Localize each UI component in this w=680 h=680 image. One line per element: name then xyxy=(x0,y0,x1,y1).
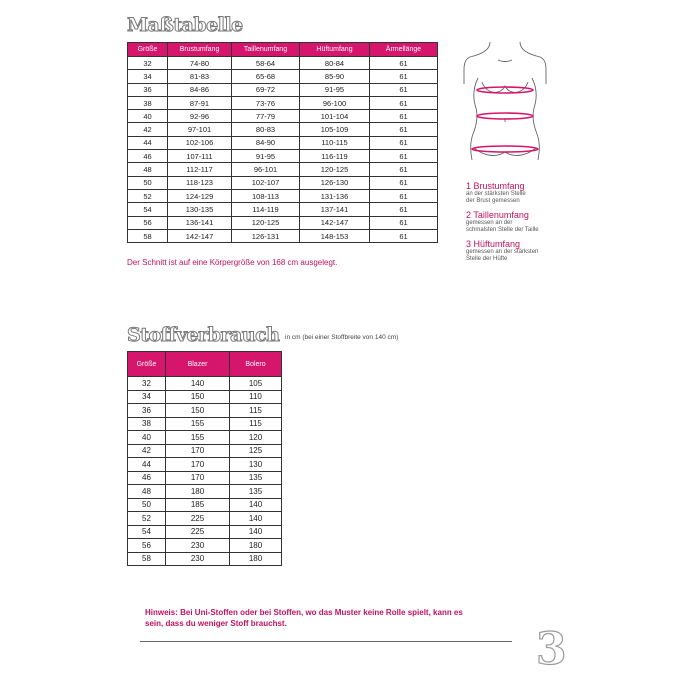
size-table-row xyxy=(128,150,438,163)
size-table-row xyxy=(128,96,438,109)
size-table-title: Maßtabelle xyxy=(127,14,243,36)
size-table-row xyxy=(128,176,438,189)
fabric-table-row xyxy=(128,377,282,391)
size-table-cell: 105-109 xyxy=(300,123,370,136)
fabric-table-cell: 140 xyxy=(166,377,230,391)
size-table-row xyxy=(128,83,438,96)
size-table-cell: 84-90 xyxy=(232,136,300,149)
fabric-table-cell: 150 xyxy=(166,404,230,418)
fabric-table-cell: 225 xyxy=(166,512,230,526)
fabric-table-cell: 54 xyxy=(128,525,166,539)
size-table-cell: 81-83 xyxy=(168,70,232,83)
size-table-cell: 136-141 xyxy=(168,216,232,229)
size-table xyxy=(127,42,438,243)
size-table-cell: 61 xyxy=(370,83,438,96)
legend-item-waist: 2 Taillenumfang gemessen an der schmalsten Stelle der Taille xyxy=(466,210,539,233)
size-table-cell: 61 xyxy=(370,176,438,189)
size-table-cell: 96-100 xyxy=(300,96,370,109)
size-table-cell: 114-119 xyxy=(232,203,300,216)
size-table-row xyxy=(128,110,438,123)
size-table-cell: 91-95 xyxy=(300,83,370,96)
size-table-cell: 110-115 xyxy=(300,136,370,149)
size-table-cell: 61 xyxy=(370,70,438,83)
size-table-cell: 48 xyxy=(128,163,168,176)
fabric-table-cell: 170 xyxy=(166,471,230,485)
size-table-cell: 137-141 xyxy=(300,203,370,216)
size-table-cell: 44 xyxy=(128,136,168,149)
size-table-cell: 92-96 xyxy=(168,110,232,123)
fabric-table-cell: 230 xyxy=(166,539,230,553)
fabric-table-cell: 42 xyxy=(128,444,166,458)
fabric-table-header-row xyxy=(128,352,282,377)
size-table-cell: 112-117 xyxy=(168,163,232,176)
size-table-cell: 124-129 xyxy=(168,189,232,202)
fabric-table-cell: 32 xyxy=(128,377,166,391)
size-table-cell: 42 xyxy=(128,123,168,136)
fabric-table-cell: 46 xyxy=(128,471,166,485)
size-table-row xyxy=(128,189,438,202)
fabric-table-cell: 180 xyxy=(230,552,282,566)
size-table-cell: 77-79 xyxy=(232,110,300,123)
size-table-cell: 118-123 xyxy=(168,176,232,189)
fabric-table-cell: 38 xyxy=(128,417,166,431)
size-table-row xyxy=(128,216,438,229)
size-table-cell: 142-147 xyxy=(300,216,370,229)
fabric-table-row xyxy=(128,512,282,526)
size-table-row xyxy=(128,123,438,136)
fabric-table-cell: 180 xyxy=(166,485,230,499)
size-table-cell: 50 xyxy=(128,176,168,189)
footer-divider xyxy=(140,641,512,642)
size-table-cell: 80-83 xyxy=(232,123,300,136)
fabric-table-cell: 48 xyxy=(128,485,166,499)
size-table-cell: 69-72 xyxy=(232,83,300,96)
fabric-table-row xyxy=(128,458,282,472)
fabric-table-cell: 180 xyxy=(230,539,282,553)
fabric-table-row xyxy=(128,390,282,404)
fabric-table-cell: 185 xyxy=(166,498,230,512)
fabric-table-cell: 110 xyxy=(230,390,282,404)
size-table-cell: 91-95 xyxy=(232,150,300,163)
fabric-table-cell: 140 xyxy=(230,525,282,539)
fabric-table-cell: 155 xyxy=(166,417,230,431)
size-table-cell: 120-125 xyxy=(300,163,370,176)
fabric-table-cell: 36 xyxy=(128,404,166,418)
size-table-cell: 54 xyxy=(128,203,168,216)
fabric-table-cell: 140 xyxy=(230,512,282,526)
fabric-table-cell: 135 xyxy=(230,485,282,499)
size-table-cell: 61 xyxy=(370,123,438,136)
fabric-table-cell: 56 xyxy=(128,539,166,553)
size-table-cell: 126-130 xyxy=(300,176,370,189)
legend-item-hip: 3 Hüftumfang gemessen an der stärksten Stelle der Hüfte xyxy=(466,239,539,262)
size-table-cell: 58 xyxy=(128,229,168,242)
size-table-header-row xyxy=(128,43,438,57)
fabric-table-cell: 130 xyxy=(230,458,282,472)
fabric-table-column-header: Bolero xyxy=(230,352,282,377)
size-table-row xyxy=(128,70,438,83)
body-height-note: Der Schnitt ist auf eine Körpergröße von 168 cm ausgelegt. xyxy=(127,258,338,267)
size-table-cell: 102-106 xyxy=(168,136,232,149)
fabric-table-cell: 170 xyxy=(166,458,230,472)
size-table-cell: 142-147 xyxy=(168,229,232,242)
fabric-table-row xyxy=(128,404,282,418)
fabric-table-row xyxy=(128,431,282,445)
size-table-column-header: Hüftumfang xyxy=(300,43,370,57)
size-table-column-header: Brustumfang xyxy=(168,43,232,57)
size-table-cell: 116-119 xyxy=(300,150,370,163)
size-table-cell: 148-153 xyxy=(300,229,370,242)
size-table-cell: 101-104 xyxy=(300,110,370,123)
size-table-cell: 107-111 xyxy=(168,150,232,163)
fabric-table-cell: 230 xyxy=(166,552,230,566)
size-table-cell: 87-91 xyxy=(168,96,232,109)
fabric-table-cell: 135 xyxy=(230,471,282,485)
size-table-cell: 58-64 xyxy=(232,57,300,70)
fabric-table-cell: 125 xyxy=(230,444,282,458)
size-table-cell: 52 xyxy=(128,189,168,202)
size-table-column-header: Taillenumfang xyxy=(232,43,300,57)
size-table-cell: 96-101 xyxy=(232,163,300,176)
fabric-table-cell: 115 xyxy=(230,417,282,431)
fabric-table-row xyxy=(128,525,282,539)
fabric-table-row xyxy=(128,485,282,499)
page-number: 3 xyxy=(536,624,567,675)
size-table-cell: 61 xyxy=(370,110,438,123)
fabric-table-cell: 58 xyxy=(128,552,166,566)
fabric-table-subtitle: in cm (bei einer Stoffbreite von 140 cm) xyxy=(285,334,399,341)
fabric-table-row xyxy=(128,471,282,485)
size-table-row xyxy=(128,229,438,242)
fabric-table-cell: 44 xyxy=(128,458,166,472)
measurement-legend xyxy=(466,181,539,263)
fabric-table xyxy=(127,351,282,566)
size-table-row xyxy=(128,136,438,149)
fabric-table-cell: 225 xyxy=(166,525,230,539)
size-table-cell: 131-136 xyxy=(300,189,370,202)
size-table-row xyxy=(128,163,438,176)
fabric-table-cell: 52 xyxy=(128,512,166,526)
fabric-table-cell: 140 xyxy=(230,498,282,512)
fabric-table-cell: 150 xyxy=(166,390,230,404)
size-table-cell: 130-135 xyxy=(168,203,232,216)
fabric-table-cell: 170 xyxy=(166,444,230,458)
fabric-table-cell: 50 xyxy=(128,498,166,512)
fabric-table-row xyxy=(128,552,282,566)
size-table-cell: 74-80 xyxy=(168,57,232,70)
size-table-cell: 38 xyxy=(128,96,168,109)
size-table-cell: 61 xyxy=(370,189,438,202)
size-table-cell: 61 xyxy=(370,150,438,163)
size-table-cell: 80-84 xyxy=(300,57,370,70)
fabric-table-cell: 155 xyxy=(166,431,230,445)
fabric-table-row xyxy=(128,498,282,512)
size-table-cell: 34 xyxy=(128,70,168,83)
fabric-table-row xyxy=(128,417,282,431)
size-table-cell: 126-131 xyxy=(232,229,300,242)
size-table-cell: 102-107 xyxy=(232,176,300,189)
size-table-cell: 46 xyxy=(128,150,168,163)
fabric-table-cell: 120 xyxy=(230,431,282,445)
size-table-cell: 120-125 xyxy=(232,216,300,229)
fabric-table-column-header: Größe xyxy=(128,352,166,377)
size-table-cell: 84-86 xyxy=(168,83,232,96)
fabric-table-title: Stoffverbrauch xyxy=(127,324,280,346)
size-table-cell: 61 xyxy=(370,216,438,229)
fabric-table-column-header: Blazer xyxy=(166,352,230,377)
size-table-row xyxy=(128,57,438,70)
legend-item-bust: 1 Brustumfang an der stärksten Stelle der Brust gemessen xyxy=(466,181,526,204)
fabric-table-cell: 40 xyxy=(128,431,166,445)
size-table-column-header: Ärmellänge xyxy=(370,43,438,57)
size-table-cell: 61 xyxy=(370,163,438,176)
fabric-table-row xyxy=(128,539,282,553)
size-table-cell: 61 xyxy=(370,136,438,149)
fabric-table-row xyxy=(128,444,282,458)
size-table-cell: 36 xyxy=(128,83,168,96)
size-table-cell: 32 xyxy=(128,57,168,70)
size-table-cell: 61 xyxy=(370,57,438,70)
size-table-cell: 65-68 xyxy=(232,70,300,83)
size-table-cell: 61 xyxy=(370,96,438,109)
size-table-cell: 40 xyxy=(128,110,168,123)
body-silhouette-illustration xyxy=(460,40,550,166)
size-table-column-header: Größe xyxy=(128,43,168,57)
size-table-cell: 108-113 xyxy=(232,189,300,202)
size-table-cell: 61 xyxy=(370,203,438,216)
size-table-cell: 56 xyxy=(128,216,168,229)
size-table-row xyxy=(128,203,438,216)
size-table-cell: 97-101 xyxy=(168,123,232,136)
size-table-cell: 73-76 xyxy=(232,96,300,109)
fabric-table-cell: 34 xyxy=(128,390,166,404)
size-table-cell: 85-90 xyxy=(300,70,370,83)
size-table-cell: 61 xyxy=(370,229,438,242)
fabric-table-cell: 105 xyxy=(230,377,282,391)
fabric-table-cell: 115 xyxy=(230,404,282,418)
fabric-hint: Hinweis: Bei Uni-Stoffen oder bei Stoffen, wo das Muster keine Rolle spielt, kann es sein, dass du weniger Stoff brauchst. xyxy=(145,608,463,628)
